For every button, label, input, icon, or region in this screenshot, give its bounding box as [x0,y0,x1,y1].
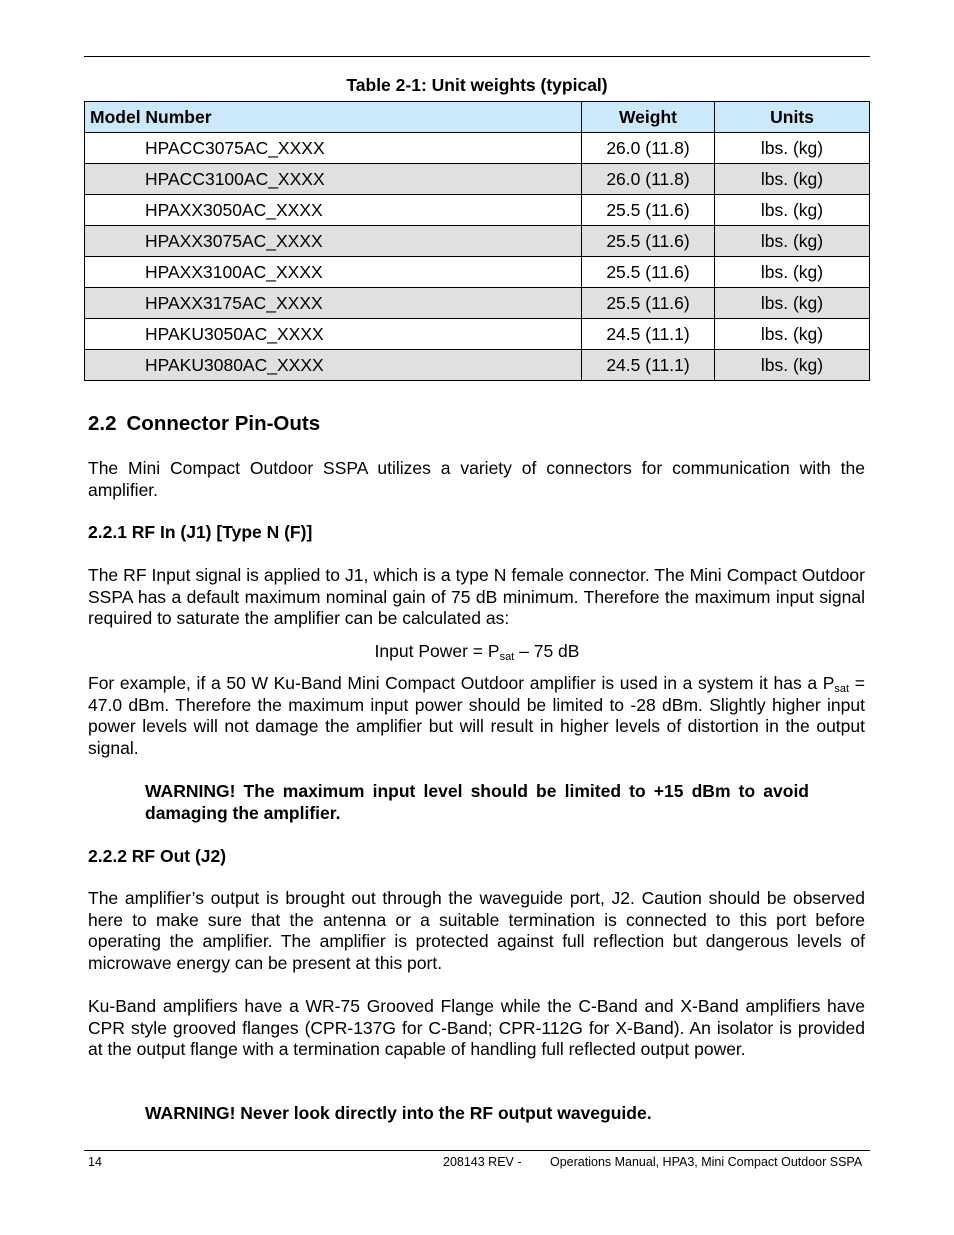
units-cell: lbs. (kg) [715,319,870,350]
example-subscript: sat [834,683,850,695]
formula-subscript: sat [499,651,515,663]
section-intro: The Mini Compact Outdoor SSPA utilizes a variety of connectors for communication with the amplifier. [88,458,865,500]
example-text-b: = 47.0 dBm. Therefore the maximum input power should be limited to -28 dBm. Slightly higher input power levels will not damage the amplifier but will result in higher levels of distortion in the output signal. [88,673,865,758]
weight-cell: 25.5 (11.6) [582,195,715,226]
model-cell: HPAXX3175AC_XXXX [85,288,582,319]
table-row [85,133,870,164]
units-cell: lbs. (kg) [715,350,870,381]
rf-in-paragraph: The RF Input signal is applied to J1, which is a type N female connector. The Mini Compact Outdoor SSPA has a default maximum nominal gain of 75 dB minimum. Therefore the maximum input signal required to saturate the amplifier can be calculated as: [88,565,865,629]
rf-out-heading: 2.2.2 RF Out (J2) [88,846,227,866]
input-level-warning: WARNING! The maximum input level should be limited to +15 dBm to avoid damaging the amplifier. [145,781,809,823]
unit-weights-table [84,101,870,381]
header-rule [84,56,870,57]
weight-cell: 24.5 (11.1) [582,350,715,381]
table-header-row [85,102,870,133]
rf-in-heading: 2.2.1 RF In (J1) [Type N (F)] [88,522,313,542]
section-title: Connector Pin-Outs [126,412,321,435]
section-number: 2.2 [88,412,117,435]
units-cell: lbs. (kg) [715,195,870,226]
table-row [85,164,870,195]
table-caption: Table 2-1: Unit weights (typical) [346,75,608,95]
weight-cell: 26.0 (11.8) [582,133,715,164]
input-power-formula [84,641,870,662]
model-cell: HPAXX3100AC_XXXX [85,257,582,288]
units-cell: lbs. (kg) [715,288,870,319]
column-header-model: Model Number [85,102,582,133]
units-cell: lbs. (kg) [715,164,870,195]
page-number: 14 [88,1155,102,1169]
document-title: Operations Manual, HPA3, Mini Compact Outdoor SSPA [550,1155,863,1169]
example-text-a: For example, if a 50 W Ku-Band Mini Compact Outdoor amplifier is used in a system it has a P [88,673,835,693]
model-cell: HPAKU3050AC_XXXX [85,319,582,350]
table-row [85,195,870,226]
formula-right: – 75 dB [514,641,580,661]
model-cell: HPAKU3080AC_XXXX [85,350,582,381]
flange-paragraph: Ku-Band amplifiers have a WR-75 Grooved Flange while the C-Band and X-Band amplifiers have CPR style grooved flanges (CPR-137G for C-Band; CPR-112G for X-Band). An isolator is provided at the output flange with a termination capable of handling full reflected output power. [88,996,865,1060]
waveguide-warning: WARNING! Never look directly into the RF output waveguide. [145,1103,652,1123]
model-cell: HPACC3100AC_XXXX [85,164,582,195]
weight-cell: 24.5 (11.1) [582,319,715,350]
table-row [85,226,870,257]
table-row [85,350,870,381]
rf-out-paragraph: The amplifier’s output is brought out through the waveguide port, J2. Caution should be observed here to make sure that the antenna or a suitable termination is connected to this port before operating the amplifier. The amplifier is protected against full reflection but dangerous levels of microwave energy can be present at this port. [88,888,865,973]
units-cell: lbs. (kg) [715,133,870,164]
document-number: 208143 REV - [443,1155,522,1169]
column-header-units: Units [715,102,870,133]
weight-cell: 25.5 (11.6) [582,226,715,257]
section-heading [88,412,320,436]
table-row [85,288,870,319]
weight-cell: 26.0 (11.8) [582,164,715,195]
units-cell: lbs. (kg) [715,226,870,257]
units-cell: lbs. (kg) [715,257,870,288]
table-row [85,319,870,350]
table-row [85,257,870,288]
footer-rule [84,1150,870,1151]
formula-left: Input Power = P [374,641,500,661]
rf-in-example-paragraph [88,673,865,759]
model-cell: HPAXX3050AC_XXXX [85,195,582,226]
model-cell: HPAXX3075AC_XXXX [85,226,582,257]
model-cell: HPACC3075AC_XXXX [85,133,582,164]
column-header-weight: Weight [582,102,715,133]
weight-cell: 25.5 (11.6) [582,288,715,319]
weight-cell: 25.5 (11.6) [582,257,715,288]
